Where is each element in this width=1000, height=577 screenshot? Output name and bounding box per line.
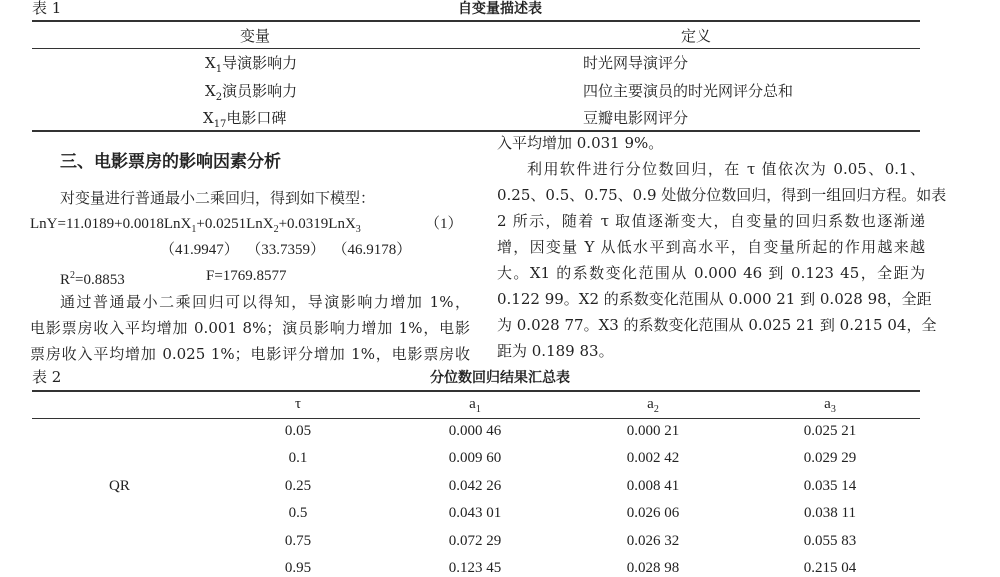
table2-cell-a1: 0.042 26 (448, 477, 502, 494)
f-statistic: F=1769.8577 (206, 268, 287, 284)
section-heading: 三、电影票房的影响因素分析 (60, 152, 281, 172)
table1-row-3-definition: 豆瓣电影网评分 (583, 109, 689, 127)
table2-cell-a1: 0.123 45 (448, 560, 502, 576)
left-column (30, 185, 470, 367)
table2-cell-a2: 0.026 06 (626, 505, 680, 522)
table2-top-rule (32, 390, 920, 392)
table2-header-a3: $a_3$ (824, 396, 836, 415)
right-line-1: 入平均增加 0.031 9%。 (497, 134, 664, 152)
table1-row-2-variable: $X_2$演员影响力 (205, 82, 298, 103)
right-line-4: 2 所示，随着 τ 取值逐渐变大，自变量的回归系数也逐渐递 (497, 212, 925, 230)
table1-header-definition: 定义 (680, 27, 711, 45)
table1-top-rule (32, 20, 920, 22)
table2-header-rule (32, 418, 920, 419)
table2-cell-a2: 0.028 98 (626, 560, 680, 576)
table2-cell-a1: 0.000 46 (448, 423, 502, 439)
right-line-8: 为 0.028 77。X3 的系数变化范围从 0.025 21 到 0.215 04，全 (497, 316, 937, 334)
right-line-6: 大。X1 的系数变化范围从 0.000 46 到 0.123 45，全距为 (497, 264, 925, 282)
table2-cell-a3: 0.035 14 (803, 477, 857, 494)
table2-cell-a2: 0.008 41 (626, 477, 680, 494)
table2-cell-a3: 0.025 21 (803, 423, 857, 439)
table2-header-a2: $a_2$ (647, 396, 659, 415)
table2-cell-tau: 0.05 (284, 423, 312, 439)
left-paragraph-line-1: 通过普通最小二乘回归可以得知，导演影响力增加 1%， (60, 293, 470, 311)
t-statistics: （41.9947） （33.7359） （46.9178） (160, 242, 412, 258)
table1-row-3-variable: $X_{17}$电影口碑 (203, 109, 287, 130)
table1-row-1-definition: 时光网导演评分 (583, 54, 689, 72)
right-line-3: 0.25、0.5、0.75、0.9 处做分位数回归，得到一组回归方程。如表 (497, 186, 947, 204)
table2-cell-a3: 0.215 04 (803, 560, 857, 576)
table2-cell-tau: 0.95 (284, 560, 312, 576)
right-column (497, 130, 947, 364)
table2-cell-a3: 0.038 11 (804, 505, 856, 522)
table2-cell-a2: 0.000 21 (626, 423, 680, 439)
left-paragraph-line-3: 票房收入平均增加 0.025 1%；电影评分增加 1%，电影票房收 (30, 345, 470, 363)
table2-group-label: QR (109, 478, 130, 494)
table2-label: 表 2 (32, 368, 62, 386)
table2-cell-a3: 0.055 83 (803, 532, 857, 549)
r-squared: $R^2=0.8853$ (60, 270, 125, 288)
table2-header-a1: $a_1$ (469, 396, 481, 415)
table1-label: 表 1 (32, 0, 62, 17)
equation-number: （1） (425, 216, 463, 232)
table2-cell-tau: 0.1 (288, 450, 308, 467)
table2-cell-a2: 0.002 42 (626, 450, 680, 467)
table2-cell-a2: 0.026 32 (626, 532, 680, 549)
right-line-5: 增，因变量 Y 从低水平到高水平，自变量所起的作用越来越 (497, 238, 925, 256)
regression-equation: LnY=11.0189+0.0018LnX$_1$+0.0251LnX$_2$+0.0319LnX$_3$ （1） (30, 211, 470, 237)
right-line-9: 距为 0.189 83。 (497, 342, 614, 360)
table2-cell-a1: 0.072 29 (448, 532, 502, 549)
table2-cell-a1: 0.043 01 (448, 505, 502, 522)
fit-statistics (30, 263, 470, 289)
table1-header-rule (32, 48, 920, 49)
table2-title: 分位数回归结果汇总表 (430, 370, 570, 386)
right-line-2: 利用软件进行分位数回归，在 τ 值依次为 0.05、0.1、 (527, 160, 925, 178)
table2-cell-tau: 0.25 (284, 477, 312, 494)
table2-header-tau: τ (294, 396, 302, 412)
table1-row-1-variable: $X_1$导演影响力 (205, 54, 298, 75)
intro-line: 对变量进行普通最小二乘回归，得到如下模型： (60, 189, 376, 207)
table2-cell-a1: 0.009 60 (448, 450, 502, 467)
table2-cell-a3: 0.029 29 (803, 450, 857, 467)
table1-row-2-definition: 四位主要演员的时光网评分总和 (583, 82, 794, 100)
table2-cell-tau: 0.75 (284, 532, 312, 549)
table2-cell-tau: 0.5 (288, 505, 308, 522)
left-paragraph-line-2: 电影票房收入平均增加 0.001 8%；演员影响力增加 1%，电影 (30, 319, 470, 337)
table1-title: 自变量描述表 (458, 1, 542, 17)
right-line-7: 0.122 99。X2 的系数变化范围从 0.000 21 到 0.028 98，全距 (497, 290, 932, 308)
table1-header-variable: 变量 (239, 27, 270, 45)
